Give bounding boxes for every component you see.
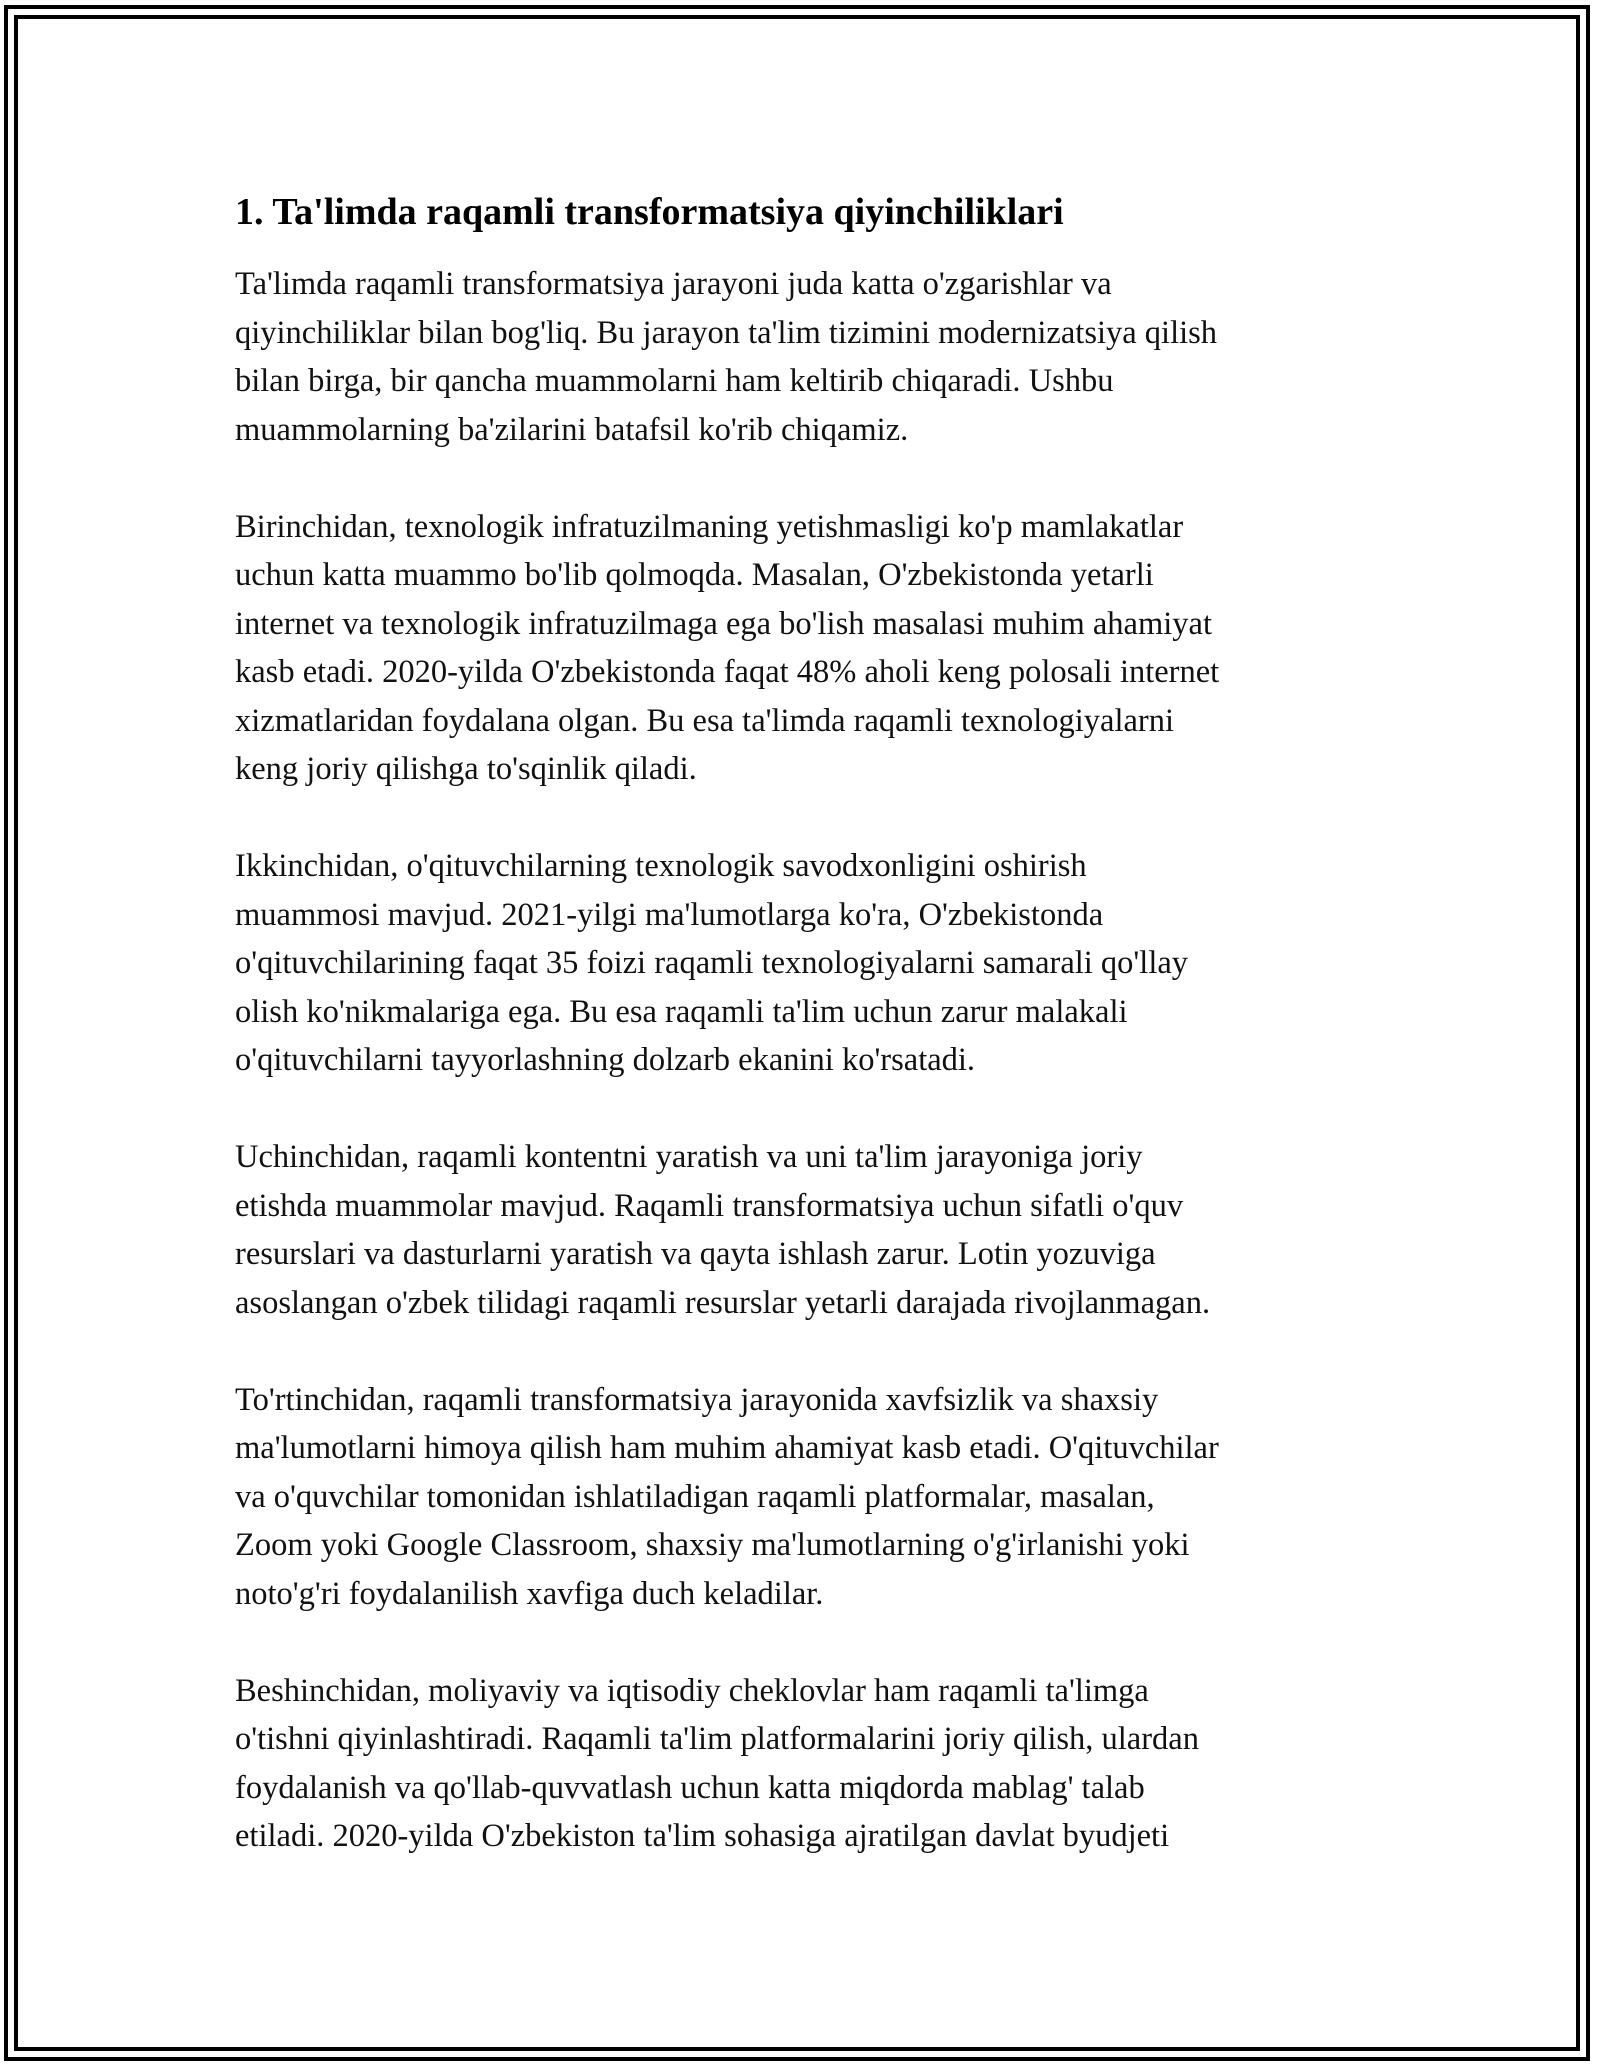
paragraph-line: asoslangan o'zbek tilidagi raqamli resurslar yetarli darajada rivojlanmagan.: [235, 1284, 1211, 1321]
paragraph-line: Uchinchidan, raqamli kontentni yaratish va uni ta'lim jarayoniga joriy: [235, 1139, 1143, 1175]
paragraph-line: Birinchidan, texnologik infratuzilmaning yetishmasligi ko'p mamlakatlar: [235, 508, 1184, 545]
paragraph-line: Ta'limda raqamli transformatsiya jarayoni juda katta o'zgarishlar va: [235, 266, 1112, 302]
paragraph-line: noto'g'ri foydalanilish xavfiga duch keladilar.: [235, 1575, 824, 1612]
paragraph-line: keng joriy qilishga to'sqinlik qiladi.: [235, 751, 697, 787]
section-heading: 1. Ta'limda raqamli transformatsiya qiyinchiliklari: [235, 191, 1064, 233]
paragraph-line: foydalanish va qo'llab-quvvatlash uchun katta miqdorda mablag' talab: [235, 1769, 1145, 1806]
paragraph-line: muammolarning ba'zilarini batafsil ko'rib chiqamiz.: [235, 411, 909, 448]
paragraphs-container: [235, 260, 1365, 1861]
paragraph-line: o'qituvchilarni tayyorlashning dolzarb ekanini ko'rsatadi.: [235, 1042, 976, 1078]
paragraph-line: internet va texnologik infratuzilmaga ega bo'lish masalasi muhim ahamiyat: [235, 605, 1212, 642]
paragraph-line: bilan birga, bir qancha muammolarni ham keltirib chiqaradi. Ushbu: [235, 363, 1114, 399]
paragraph: [235, 503, 1365, 794]
paragraph: [235, 1376, 1365, 1619]
paragraph-line: muammosi mavjud. 2021-yilgi ma'lumotlarga ko'ra, O'zbekistonda: [235, 896, 1104, 933]
document-body: [235, 188, 1365, 1909]
paragraph: [235, 260, 1365, 454]
paragraph-line: ma'lumotlarni himoya qilish ham muhim ahamiyat kasb etadi. O'qituvchilar: [235, 1430, 1219, 1466]
paragraph-line: o'qituvchilarining faqat 35 foizi raqamli texnologiyalarni samarali qo'llay: [235, 945, 1189, 981]
paragraph-line: Ikkinchidan, o'qituvchilarning texnologik savodxonligini oshirish: [235, 848, 1087, 884]
paragraph-line: uchun katta muammo bo'lib qolmoqda. Masalan, O'zbekistonda yetarli: [235, 557, 1154, 593]
paragraph: [235, 1667, 1365, 1861]
paragraph-line: Zoom yoki Google Classroom, shaxsiy ma'lumotlarning o'g'irlanishi yoki: [235, 1527, 1190, 1563]
paragraph-line: To'rtinchidan, raqamli transformatsiya jarayonida xavfsizlik va shaxsiy: [235, 1381, 1159, 1418]
paragraph-line: Beshinchidan, moliyaviy va iqtisodiy cheklovlar ham raqamli ta'limga: [235, 1672, 1149, 1709]
paragraph-line: qiyinchiliklar bilan bog'liq. Bu jarayon ta'lim tizimini modernizatsiya qilish: [235, 314, 1218, 351]
paragraph: [235, 842, 1365, 1085]
paragraph-line: va o'quvchilar tomonidan ishlatiladigan raqamli platformalar, masalan,: [235, 1478, 1155, 1515]
paragraph-line: etishda muammolar mavjud. Raqamli transformatsiya uchun sifatli o'quv: [235, 1187, 1184, 1224]
paragraph-line: kasb etadi. 2020-yilda O'zbekistonda faqat 48% aholi keng polosali internet: [235, 654, 1220, 690]
paragraph-line: o'tishni qiyinlashtiradi. Raqamli ta'lim platformalarini joriy qilish, ulardan: [235, 1721, 1199, 1757]
paragraph-line: etiladi. 2020-yilda O'zbekiston ta'lim sohasiga ajratilgan davlat byudjeti: [235, 1818, 1170, 1854]
paragraph-line: resurslari va dasturlarni yaratish va qayta ishlash zarur. Lotin yozuviga: [235, 1236, 1156, 1272]
paragraph-line: xizmatlaridan foydalana olgan. Bu esa ta'limda raqamli texnologiyalarni: [235, 702, 1175, 739]
paragraph-line: olish ko'nikmalariga ega. Bu esa raqamli ta'lim uchun zarur malakali: [235, 993, 1128, 1030]
paragraph: [235, 1133, 1365, 1327]
